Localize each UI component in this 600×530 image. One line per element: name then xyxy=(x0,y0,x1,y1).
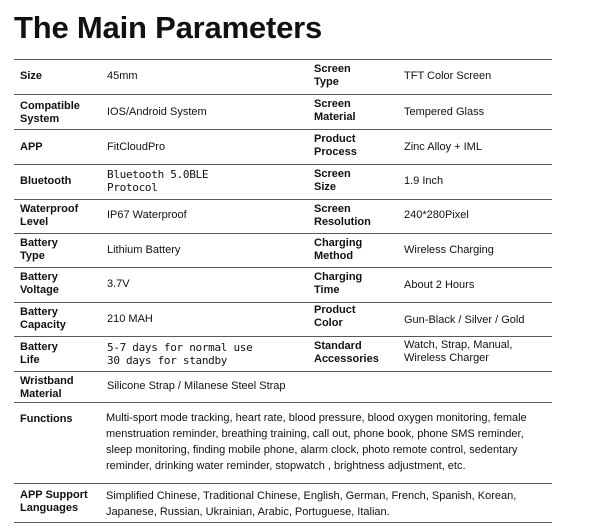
spec-value-functions: Multi-sport mode tracking, heart rate, blood pressure, blood oxygen monitoring, female menstruation reminder, breathing training, call out, phone book, phone SMS reminder, sleep monitoring, finding mobile phone, alarm clock, photo remote control, sedentary reminder, drinking water reminder, stopwatch , brightness adjustment, etc. xyxy=(106,412,527,472)
spec-value-screen-material: Tempered Glass xyxy=(404,106,485,118)
spec-value-charging-method: Wireless Charging xyxy=(404,244,494,256)
row-divider xyxy=(14,199,552,200)
spec-value-screen-resolution: 240*280Pixel xyxy=(404,209,469,221)
spec-value-screen-type: TFT Color Screen xyxy=(404,70,492,82)
spec-value-size: 45mm xyxy=(107,70,138,82)
row-divider xyxy=(14,267,552,268)
row-divider xyxy=(14,233,552,234)
spec-label-bluetooth: Bluetooth xyxy=(20,175,72,187)
spec-value-product-process: Zinc Alloy + IML xyxy=(404,141,482,153)
row-divider xyxy=(14,522,552,523)
spec-label-product-color: Product Color xyxy=(314,304,356,329)
spec-value-battery-type: Lithium Battery xyxy=(107,244,181,256)
spec-value-screen-size: 1.9 Inch xyxy=(404,175,444,187)
spec-label-charging-method: Charging Method xyxy=(314,237,363,262)
page-title: The Main Parameters xyxy=(14,10,323,45)
spec-value-compatible-system: IOS/Android System xyxy=(107,106,207,118)
spec-label-battery-life: Battery Life xyxy=(20,341,58,366)
row-divider xyxy=(14,483,552,484)
spec-label-app: APP xyxy=(20,141,43,153)
row-divider xyxy=(14,371,552,372)
spec-value-app-support-languages: Simplified Chinese, Traditional Chinese, English, German, French, Spanish, Korean, Japanese, Russian, Ukrainian, Arabic, Portuguese, Italian. xyxy=(106,490,517,518)
row-divider xyxy=(14,164,552,165)
spec-value-standard-accessories: Watch, Strap, Manual, Wireless Charger xyxy=(404,339,513,364)
spec-label-functions: Functions xyxy=(20,413,73,425)
spec-label-screen-material: Screen Material xyxy=(314,98,356,123)
spec-label-compatible-system: Compatible System xyxy=(20,100,80,125)
spec-label-battery-voltage: Battery Voltage xyxy=(20,271,59,296)
spec-label-battery-capacity: Battery Capacity xyxy=(20,306,66,331)
spec-value-wristband-material: Silicone Strap / Milanese Steel Strap xyxy=(107,380,286,392)
spec-value-product-color: Gun-Black / Silver / Gold xyxy=(404,314,525,326)
row-divider xyxy=(14,129,552,130)
row-divider xyxy=(14,94,552,95)
spec-label-standard-accessories: Standard Accessories xyxy=(314,340,379,365)
spec-label-battery-type: Battery Type xyxy=(20,237,58,262)
row-divider xyxy=(14,59,552,60)
spec-label-size: Size xyxy=(20,70,43,82)
spec-value-app: FitCloudPro xyxy=(107,141,166,153)
spec-value-battery-capacity: 210 MAH xyxy=(107,313,153,325)
spec-label-screen-type: Screen Type xyxy=(314,63,351,88)
spec-label-screen-resolution: Screen Resolution xyxy=(314,203,371,228)
spec-label-waterproof-level: Waterproof Level xyxy=(20,203,79,228)
spec-value-battery-life: 5-7 days for normal use 30 days for standby xyxy=(107,341,253,367)
spec-label-product-process: Product Process xyxy=(314,133,357,158)
spec-value-waterproof-level: IP67 Waterproof xyxy=(107,209,187,221)
row-divider xyxy=(14,402,552,403)
spec-label-charging-time: Charging Time xyxy=(314,271,363,296)
row-divider xyxy=(14,336,552,337)
spec-label-wristband-material: Wristband Material xyxy=(20,375,74,400)
spec-value-charging-time: About 2 Hours xyxy=(404,279,475,291)
spec-label-app-support-languages: APP Support Languages xyxy=(20,489,88,514)
spec-value-bluetooth: Bluetooth 5.0BLE Protocol xyxy=(107,168,209,194)
spec-value-battery-voltage: 3.7V xyxy=(107,278,130,290)
row-divider xyxy=(14,302,552,303)
spec-label-screen-size: Screen Size xyxy=(314,168,351,193)
